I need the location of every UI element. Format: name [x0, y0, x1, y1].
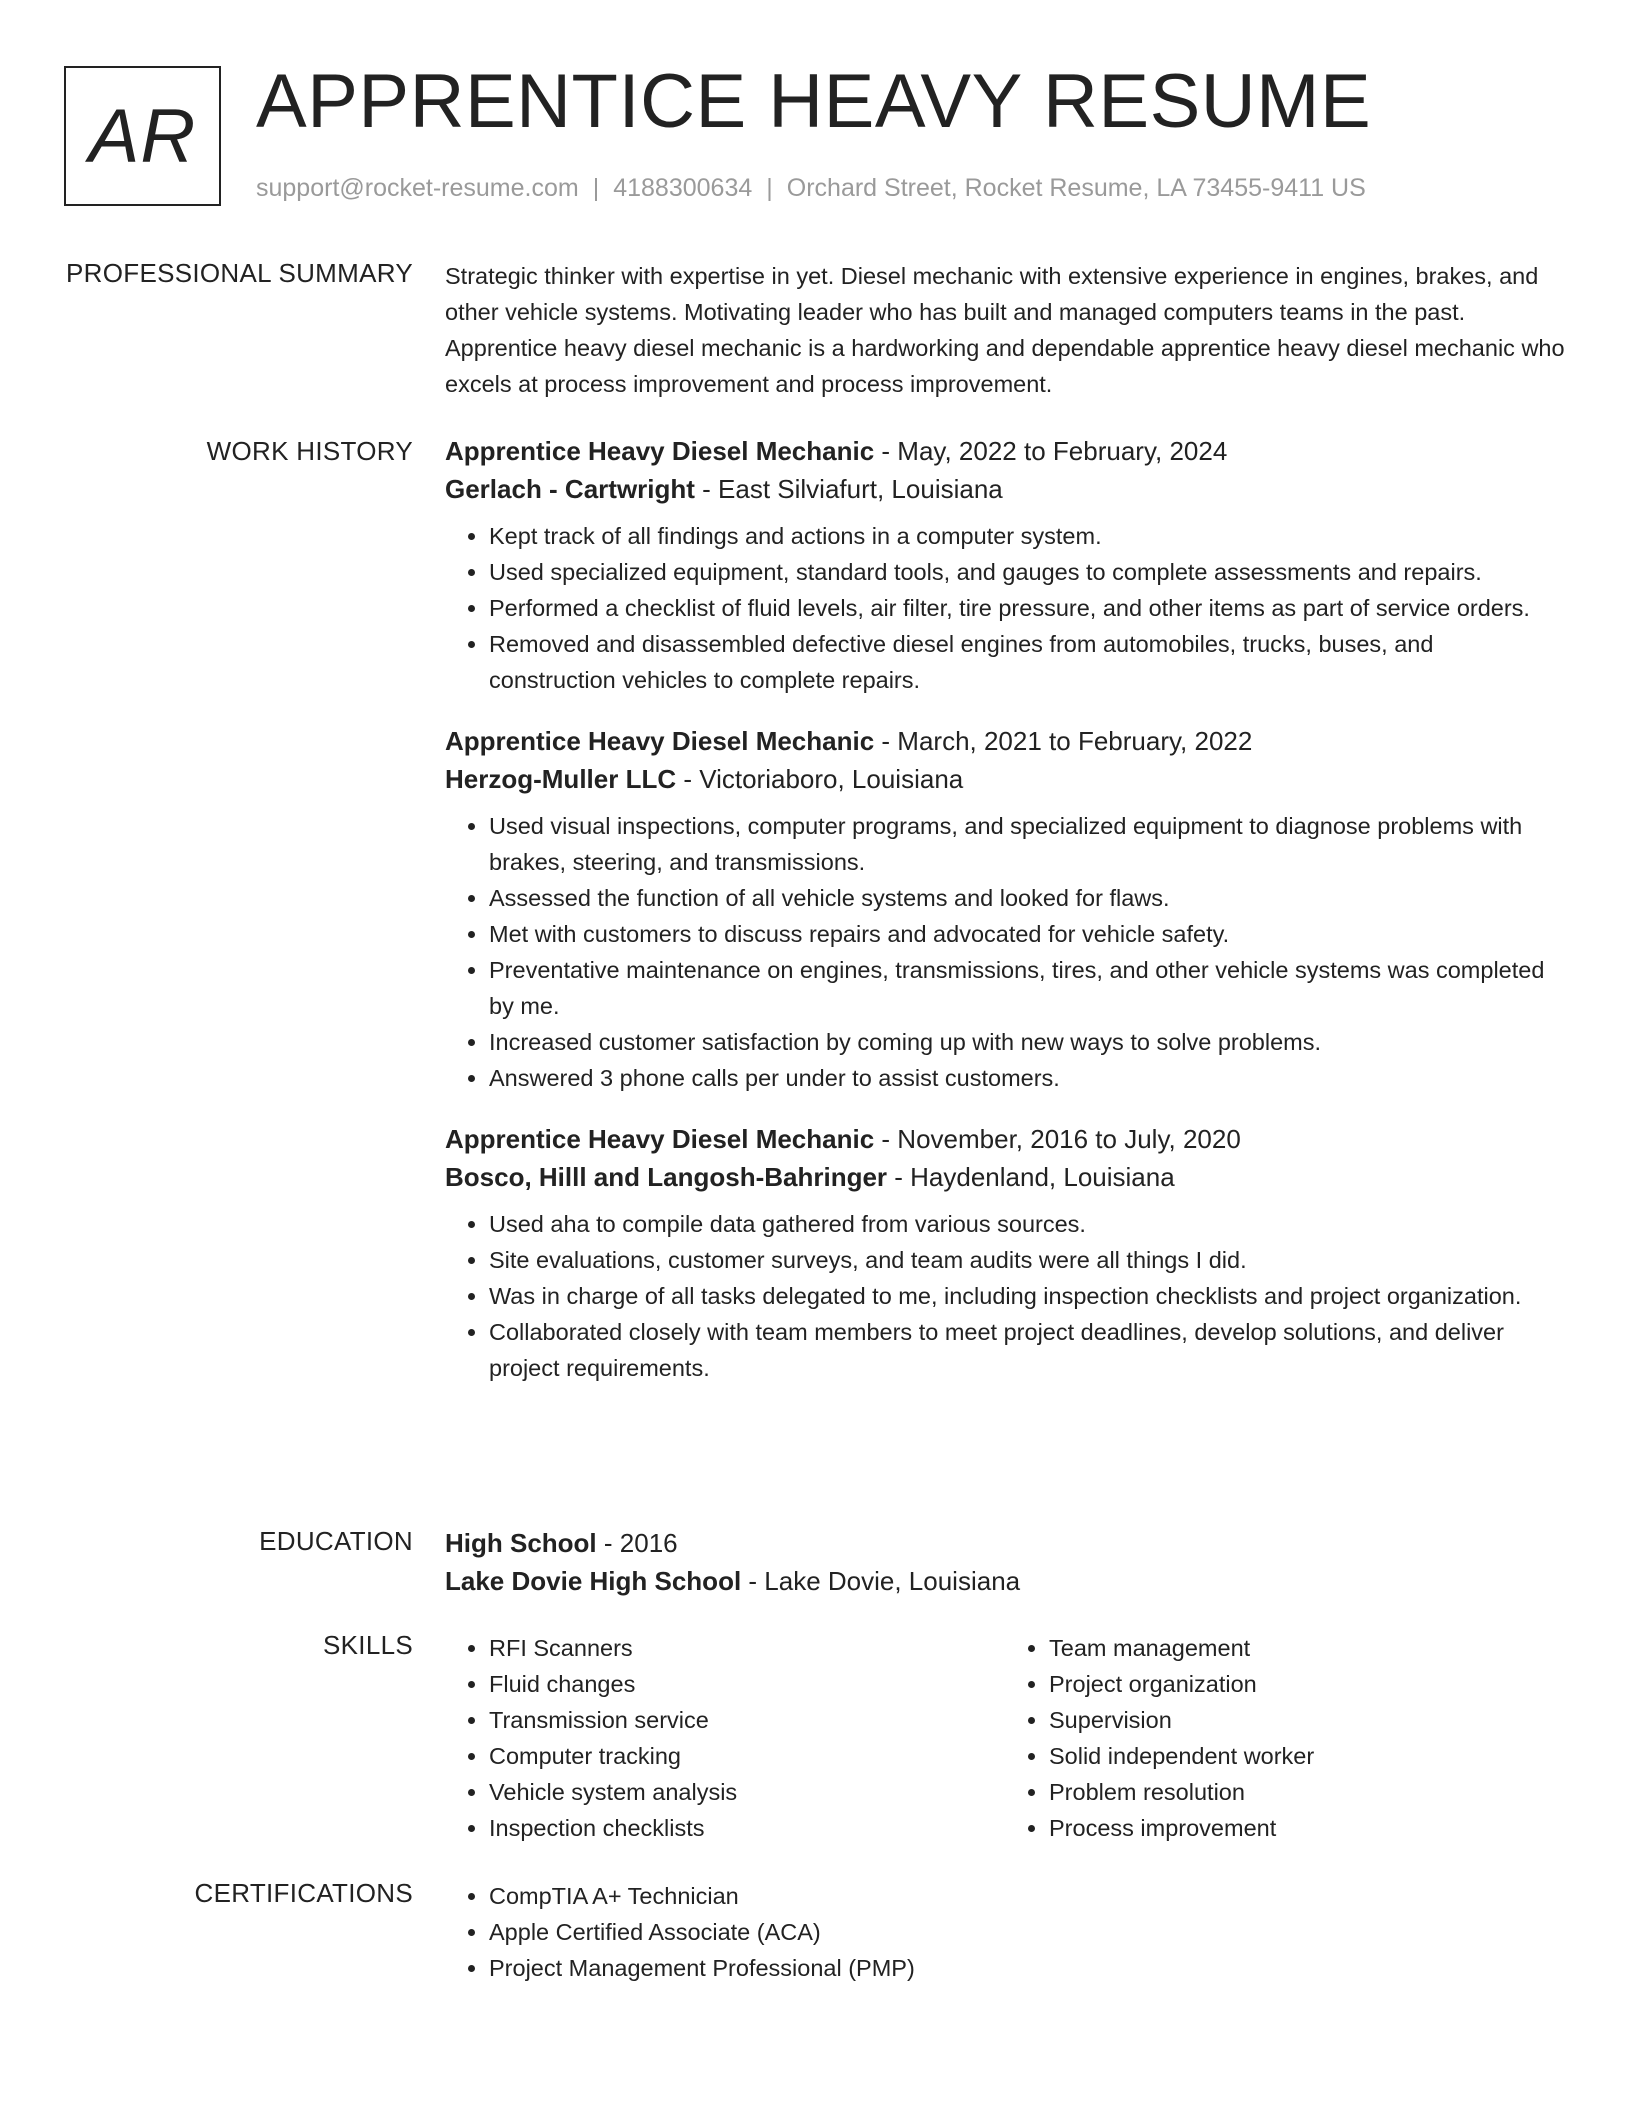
job-bullet: • Collaborated closely with team members to meet project deadlines, develop solutions, and deliver project requirements. [489, 1314, 1565, 1386]
job-bullet: • Used visual inspections, computer programs, and specialized equipment to diagnose problems with brakes, steering, and transmissions. [489, 808, 1565, 880]
job-bullet: • Met with customers to discuss repairs and advocated for vehicle safety. [489, 916, 1565, 952]
skills-list-left [445, 1630, 1005, 1846]
job-bullet: • Removed and disassembled defective diesel engines from automobiles, trucks, buses, and construction vehicles to complete repairs. [489, 626, 1565, 698]
job-title-line [445, 1120, 1565, 1158]
employer-line [445, 760, 1565, 798]
skill-item: • Solid independent worker [1049, 1738, 1565, 1774]
section-label-skills: SKILLS [323, 1630, 413, 1660]
job-bullet: • Used specialized equipment, standard tools, and gauges to complete assessments and repairs. [489, 554, 1565, 590]
job-dates: - May, 2022 to February, 2024 [874, 436, 1228, 466]
skill-item: • Process improvement [1049, 1810, 1565, 1846]
job-bullet: • Preventative maintenance on engines, transmissions, tires, and other vehicle systems was completed by me. [489, 952, 1565, 1024]
section-label-summary: PROFESSIONAL SUMMARY [66, 258, 413, 288]
contact-separator: | [592, 174, 600, 202]
contact-address: Orchard Street, Rocket Resume, LA 73455-9411 US [786, 174, 1366, 202]
job-bullet: • Assessed the function of all vehicle systems and looked for flaws. [489, 880, 1565, 916]
contact-phone: 4188300634 [613, 174, 753, 202]
job-title-line [445, 722, 1565, 760]
job-title: Apprentice Heavy Diesel Mechanic [445, 436, 875, 466]
section-label-work-history: WORK HISTORY [206, 436, 413, 466]
skill-item: • Team management [1049, 1630, 1565, 1666]
job-bullet: • Was in charge of all tasks delegated to me, including inspection checklists and project organization. [489, 1278, 1565, 1314]
skill-item: • Transmission service [489, 1702, 1005, 1738]
employer-line [445, 1158, 1565, 1196]
skill-item: • Supervision [1049, 1702, 1565, 1738]
section-label-certifications: CERTIFICATIONS [194, 1878, 413, 1908]
contact-email: support@rocket-resume.com [256, 174, 579, 202]
skill-item: • Problem resolution [1049, 1774, 1565, 1810]
skill-item: • Vehicle system analysis [489, 1774, 1005, 1810]
job-bullet: • Increased customer satisfaction by coming up with new ways to solve problems. [489, 1024, 1565, 1060]
employer-location: - Victoriaboro, Louisiana [676, 764, 964, 794]
job-title: Apprentice Heavy Diesel Mechanic [445, 726, 875, 756]
certifications-list [445, 1878, 1565, 1986]
job-title: Apprentice Heavy Diesel Mechanic [445, 1124, 875, 1154]
skills-list-right [1005, 1630, 1565, 1846]
skill-item: • Fluid changes [489, 1666, 1005, 1702]
contact-line [256, 174, 1366, 203]
monogram-logo: AR [64, 66, 221, 206]
education-year: - 2016 [596, 1528, 678, 1558]
employer-location: - Haydenland, Louisiana [887, 1162, 1175, 1192]
education-degree-line [445, 1524, 1565, 1562]
section-label-education: EDUCATION [259, 1526, 413, 1556]
employer-name: Herzog-Muller LLC [445, 764, 677, 794]
job-title-line [445, 432, 1565, 470]
certification-item: • CompTIA A+ Technician [489, 1878, 1565, 1914]
education-school-line [445, 1562, 1565, 1600]
education-degree: High School [445, 1528, 597, 1558]
resume-name: APPRENTICE HEAVY RESUME [256, 59, 1372, 144]
job-dates: - November, 2016 to July, 2020 [874, 1124, 1241, 1154]
job-bullet: • Answered 3 phone calls per under to assist customers. [489, 1060, 1565, 1096]
contact-separator: | [766, 174, 773, 202]
job-entry [445, 722, 1565, 1096]
skill-item: • Computer tracking [489, 1738, 1005, 1774]
job-bullet: • Kept track of all findings and actions in a computer system. [489, 518, 1565, 554]
summary-text: Strategic thinker with expertise in yet. Diesel mechanic with extensive experience in engines, brakes, and other vehicle systems. Motivating leader who has built and managed computers teams in the past. Apprentice heavy diesel mechanic is a hardworking and dependable apprentice heavy diesel mechanic who excels at process improvement and process improvement. [445, 263, 1565, 397]
certification-item: • Project Management Professional (PMP) [489, 1950, 1565, 1986]
employer-line [445, 470, 1565, 508]
education-school: Lake Dovie High School [445, 1566, 742, 1596]
job-entry [445, 1120, 1565, 1386]
job-bullets [445, 1206, 1565, 1386]
employer-name: Gerlach - Cartwright [445, 474, 695, 504]
job-dates: - March, 2021 to February, 2022 [874, 726, 1253, 756]
skill-item: • Project organization [1049, 1666, 1565, 1702]
employer-name: Bosco, Hilll and Langosh-Bahringer [445, 1162, 888, 1192]
education-location: - Lake Dovie, Louisiana [741, 1566, 1021, 1596]
skill-item: • Inspection checklists [489, 1810, 1005, 1846]
job-entry [445, 432, 1565, 698]
employer-location: - East Silviafurt, Louisiana [694, 474, 1003, 504]
job-bullets [445, 518, 1565, 698]
skill-item: • RFI Scanners [489, 1630, 1005, 1666]
certification-item: • Apple Certified Associate (ACA) [489, 1914, 1565, 1950]
job-bullet: • Used aha to compile data gathered from various sources. [489, 1206, 1565, 1242]
job-bullet: • Site evaluations, customer surveys, and team audits were all things I did. [489, 1242, 1565, 1278]
job-bullets [445, 808, 1565, 1096]
job-bullet: • Performed a checklist of fluid levels, air filter, tire pressure, and other items as part of service orders. [489, 590, 1565, 626]
